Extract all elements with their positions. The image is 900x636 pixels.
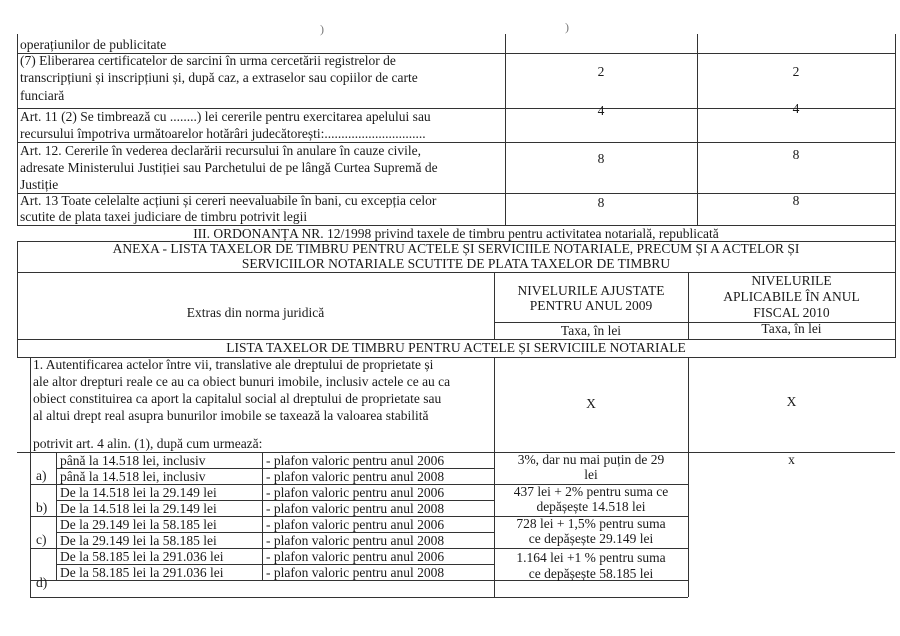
row-text: Justiție: [20, 177, 59, 192]
value-2009: 8: [597, 151, 605, 166]
header-unit: Taxa, în lei: [761, 321, 822, 336]
value-2009: 4: [597, 103, 605, 118]
item-text: obiect constituirea ca aport la capitalul social al dreptului de proprietate sau: [33, 391, 442, 406]
range-text: De la 29.149 lei la 58.185 lei: [60, 533, 217, 548]
range-text: De la 14.518 lei la 29.149 lei: [60, 485, 217, 500]
header-norm: Extras din norma juridică: [186, 305, 325, 320]
row-text: funciară: [20, 88, 65, 103]
col-border: [895, 34, 896, 358]
value-2010: 2: [792, 64, 800, 79]
scan-mark: ): [320, 22, 324, 36]
annex-title: ANEXA - LISTA TAXELOR DE TIMBRU PENTRU ACTELE ȘI SERVICIILE NOTARIALE, PRECUM ȘI A ACTELOR ȘI: [112, 241, 800, 256]
tax-value: ce depășește 29.149 lei: [528, 531, 654, 546]
header-2010: NIVELURILE: [751, 273, 832, 288]
value-2010: 8: [792, 193, 800, 208]
header-unit: Taxa, în lei: [560, 323, 622, 338]
item-text: potrivit art. 4 alin. (1), după cum urmează:: [33, 436, 263, 451]
plafon-text: - plafon valoric pentru anul 2006: [266, 549, 445, 564]
col-border: [30, 357, 31, 597]
row-text: Art. 13 Toate celelalte acțiuni și cereri neevaluabile în bani, cu excepția celor: [20, 193, 437, 208]
row-text: scutite de plata taxei judiciare de timbru potrivit legii: [20, 209, 308, 224]
tax-value: depășește 14.518 lei: [536, 499, 646, 514]
list-title: LISTA TAXELOR DE TIMBRU PENTRU ACTELE ȘI SERVICIILE NOTARIALE: [226, 340, 686, 355]
header-2010: FISCAL 2010: [753, 305, 830, 320]
value-2009: 8: [597, 195, 605, 210]
item-text: al altui drept real asupra bunurilor imobile se taxează la valoarea stabilită: [33, 408, 429, 423]
row-text: transcripțiuni și inscripțiuni și, după caz, a extraselor sau copiilor de carte: [20, 70, 418, 85]
tax-value: 728 lei + 1,5% pentru suma: [516, 516, 666, 531]
tax-value: lei: [584, 467, 598, 482]
value-2009: 2: [597, 64, 605, 79]
row-text: Art. 12. Cererile în vederea declarării recursului în anulare în cauze civile,: [20, 143, 422, 158]
range-text: De la 58.185 lei la 291.036 lei: [60, 549, 224, 564]
plafon-text: - plafon valoric pentru anul 2006: [266, 485, 445, 500]
col-border: [262, 452, 263, 580]
item-text: 1. Autentificarea actelor între vii, translative ale dreptului de proprietate și: [33, 357, 434, 372]
plafon-text: - plafon valoric pentru anul 2006: [266, 453, 445, 468]
range-text: De la 14.518 lei la 29.149 lei: [60, 501, 217, 516]
row-text: Art. 11 (2) Se timbrează cu ........) lei cererile pentru exercitarea apelului sau: [20, 109, 431, 124]
header-2009: PENTRU ANUL 2009: [529, 298, 653, 313]
annex-title: SERVICIILOR NOTARIALE SCUTITE DE PLATA TAXELOR DE TIMBRU: [241, 256, 671, 271]
row-border: [30, 597, 688, 598]
col-border: [17, 34, 18, 226]
col-border: [56, 452, 57, 580]
scan-mark: ): [565, 20, 569, 34]
value-2009: X: [586, 396, 596, 411]
row-text: recursului împotriva următoarelor hotărâri judecătorești:..............................: [20, 126, 426, 141]
value-2010: 4: [792, 101, 800, 116]
tax-value: 437 lei + 2% pentru suma ce: [513, 484, 669, 499]
range-text: până la 14.518 lei, inclusiv: [60, 469, 206, 484]
value-2010: 8: [792, 147, 800, 162]
plafon-text: - plafon valoric pentru anul 2008: [266, 501, 445, 516]
header-2009: NIVELURILE AJUSTATE: [517, 283, 665, 298]
tax-value: 3%, dar nu mai puțin de 29: [517, 452, 665, 467]
sub-letter: c): [36, 532, 47, 547]
section-title: III. ORDONANȚA NR. 12/1998 privind taxele de timbru pentru activitatea notarială, republicată: [193, 226, 719, 241]
value-2010: x: [788, 452, 795, 467]
tax-value: ce depășește 58.185 lei: [528, 566, 654, 581]
row-text: (7) Eliberarea certificatelor de sarcini în urma cercetării registrelor de: [20, 53, 396, 68]
header-2010: APLICABILE ÎN ANUL: [723, 289, 860, 304]
plafon-text: - plafon valoric pentru anul 2008: [266, 533, 445, 548]
plafon-text: - plafon valoric pentru anul 2008: [266, 469, 445, 484]
plafon-text: - plafon valoric pentru anul 2006: [266, 517, 445, 532]
plafon-text: - plafon valoric pentru anul 2008: [266, 565, 445, 580]
col-border: [688, 357, 689, 597]
sub-letter: a): [36, 468, 47, 483]
row-text: adresate Ministerului Justiției sau Parchetului de pe lângă Curtea Supremă de: [20, 160, 438, 175]
range-text: De la 58.185 lei la 291.036 lei: [60, 565, 224, 580]
item-text: ale altor drepturi reale ce au ca obiect bunuri imobile, inclusiv actele ce au ca: [33, 374, 451, 389]
sub-letter: b): [36, 500, 48, 515]
range-text: până la 14.518 lei, inclusiv: [60, 453, 206, 468]
value-2010: X: [786, 394, 797, 409]
range-text: De la 29.149 lei la 58.185 lei: [60, 517, 217, 532]
row-text: operațiunilor de publicitate: [20, 37, 167, 52]
sub-letter: d): [36, 575, 48, 590]
tax-value: 1.164 lei +1 % pentru suma: [516, 550, 666, 565]
